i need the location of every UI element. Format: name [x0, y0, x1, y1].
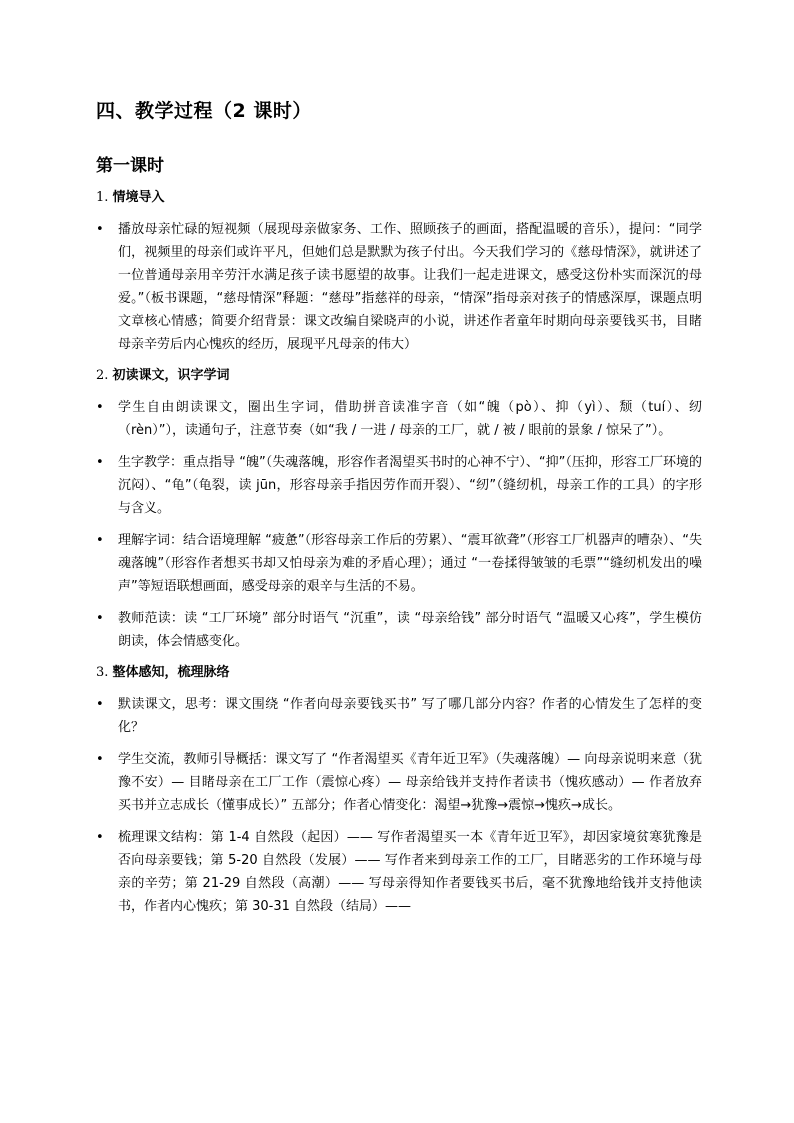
step-title: 情境导入	[112, 190, 165, 205]
list-item	[96, 693, 702, 739]
step-number: 2.	[96, 368, 109, 383]
step-number: 1.	[96, 190, 109, 205]
bullet-icon: •	[96, 830, 104, 845]
list-item	[96, 607, 702, 653]
list-item-text: 学生交流，教师引导概括：课文写了 “作者渴望买《青年近卫军》（失魂落魄）— 向母亲说明来意（犹豫不安）— 目睹母亲在工厂工作（震惊心疼）— 母亲给钱并支持作者读书（愧疚感动）— 作者放弃买书并立志成长（懂事成长）” 五部分；作者心情变化：渴望→犹豫→震惊→愧疚→成长。	[118, 752, 702, 813]
list-item	[96, 451, 702, 520]
step-number: 3.	[96, 665, 109, 680]
list-item	[96, 826, 702, 918]
bullet-icon: •	[96, 400, 104, 415]
step-title: 初读课文，识字学词	[112, 368, 230, 383]
lesson-content	[96, 187, 702, 927]
bullet-icon: •	[96, 455, 104, 470]
list-item-text: 梳理课文结构：第 1-4 自然段（起因）—— 写作者渴望买一本《青年近卫军》，却因家境贫寒犹豫是否向母亲要钱；第 5-20 自然段（发展）—— 写作者来到母亲工作的工厂，目睹恶劣的工作环境与母亲的辛劳；第 21-29 自然段（高潮）—— 写母亲得知作者要钱买书后，毫不犹豫地给钱并支持他读书，作者内心愧疚；第 30-31 自然段（结局）——	[118, 830, 702, 914]
bullet-icon: •	[96, 697, 104, 712]
list-item-text: 理解字词：结合语境理解 “疲惫”（形容母亲工作后的劳累）、“震耳欲聋”（形容工厂机器声的嘈杂）、“失魂落魄”（形容作者想买书却又怕母亲为难的矛盾心理）；通过 “一卷揉得皱皱的毛票”“缝纫机发出的噪声”等短语联想画面，感受母亲的艰辛与生活的不易。	[118, 533, 702, 594]
list-item-text: 学生自由朗读课文，圈出生字词，借助拼音读准字音（如“魄（pò）、抑（yì）、颓（tuí）、纫（rèn）”），读通句子，注意节奏（如“我 / 一进 / 母亲的工厂，就 / 被 / 眼前的景象 / 惊呆了”）。	[118, 400, 702, 438]
list-item	[96, 218, 702, 356]
list-item-text: 教师范读：读 “工厂环境” 部分时语气 “沉重”，读 “母亲给钱” 部分时语气 “温暖又心疼”，学生模仿朗读，体会情感变化。	[118, 611, 702, 649]
step-heading	[96, 187, 702, 209]
list-item-text: 生字教学：重点指导 “魄”（失魂落魄，形容作者渴望买书时的心神不宁）、“抑”（压抑，形容工厂环境的沉闷）、“龟”（龟裂，读 jūn，形容母亲手指因劳作而开裂）、“纫”（缝纫机，母亲工作的工具）的字形与含义。	[118, 455, 702, 516]
section-heading: 四、教学过程（2 课时）	[96, 100, 312, 122]
list-item	[96, 396, 702, 442]
list-item	[96, 529, 702, 598]
list-item-text: 播放母亲忙碌的短视频（展现母亲做家务、工作、照顾孩子的画面，搭配温暖的音乐），提问：“同学们，视频里的母亲们或许平凡，但她们总是默默为孩子付出。今天我们学习的《慈母情深》，就讲述了一位普通母亲用辛劳汗水满足孩子读书愿望的故事。让我们一起走进课文，感受这份朴实而深沉的母爱。”（板书课题，“慈母情深”释题：“慈母”指慈祥的母亲，“情深”指母亲对孩子的情感深厚，课题点明文章核心情感；简要介绍背景：课文改编自梁晓声的小说，讲述作者童年时期向母亲要钱买书，目睹母亲辛劳后内心愧疚的经历，展现平凡母亲的伟大）	[118, 222, 702, 352]
bullet-icon: •	[96, 611, 104, 626]
bullet-icon: •	[96, 533, 104, 548]
list-item-text: 默读课文，思考：课文围绕 “作者向母亲要钱买书” 写了哪几部分内容？作者的心情发生了怎样的变化？	[118, 697, 702, 735]
list-item	[96, 748, 702, 817]
step-heading	[96, 662, 702, 684]
step-list	[96, 693, 702, 918]
step-title: 整体感知，梳理脉络	[112, 665, 230, 680]
lesson-heading: 第一课时	[96, 156, 164, 176]
bullet-icon: •	[96, 752, 104, 767]
step-heading	[96, 365, 702, 387]
bullet-icon: •	[96, 222, 104, 237]
step-list	[96, 396, 702, 653]
step-list	[96, 218, 702, 356]
